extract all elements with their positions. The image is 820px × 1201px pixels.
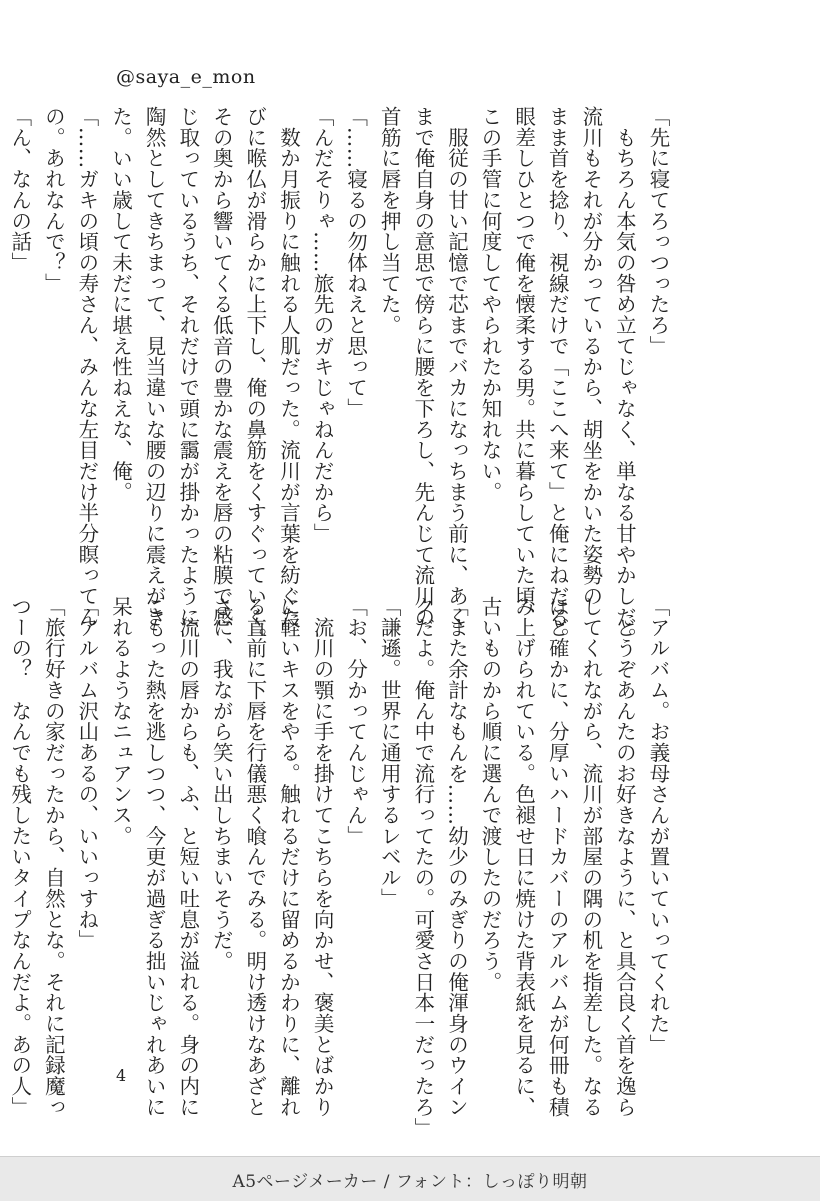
upper-text-line: 眼差しひとつで俺を懐柔する男。共に暮らしていた頃、 xyxy=(511,106,536,628)
upper-text-line: びに喉仏が滑らかに上下し、俺の鼻筋をくすぐっていく。 xyxy=(242,106,267,649)
upper-text-line: もちろん本気の咎め立てじゃなく、単なる甘やかしだ。 xyxy=(612,106,637,649)
page-number: 4 xyxy=(116,1066,127,1085)
upper-text-line: その奥から響いてくる低音の豊かな震えを唇の粘膜で感 xyxy=(209,106,234,628)
lower-text-line: クだよ。俺ん中で流行ってたの。可愛さ日本一だったろ」 xyxy=(410,596,435,1139)
upper-text-line: まで俺自身の意思で傍らに腰を下ろし、先んじて流川の xyxy=(410,106,435,628)
maker-credit: A5ページメーカー / フォント：しっぽり明朝 xyxy=(232,1171,588,1192)
lower-text-line: 呆れるようなニュアンス。 xyxy=(108,596,133,847)
upper-text-line: 「ん、なんの話」 xyxy=(7,106,32,273)
upper-text-line: 「……寝るの勿体ねえと思って」 xyxy=(343,106,368,419)
lower-text-line: こもった熱を逃しつつ、今更が過ぎる拙いじゃれあいに xyxy=(142,596,167,1118)
lower-text-line: 「お、分かってんじゃん」 xyxy=(343,596,368,847)
upper-text-line: た。いい歳して未だに堪え性ねえな、俺。 xyxy=(108,106,133,503)
upper-text-line: 流川もそれが分かっているから、胡坐をかいた姿勢の xyxy=(578,106,603,607)
lower-text-line: る直前に下唇を行儀悪く喰んでみる。明け透けなあざと xyxy=(242,596,267,1118)
upper-text-line: 「……ガキの頃の寿さん、みんな左目だけ半分瞑ってん xyxy=(74,106,99,628)
lower-text-line: どうぞあんたのお好きなように、と具合良く首を逸ら xyxy=(612,596,637,1118)
lower-text-line: 「謙遜。世界に通用するレベル」 xyxy=(377,596,402,909)
upper-text-line: の。あれなんで？」 xyxy=(41,106,66,294)
lower-text-line: 流川の顎に手を掛けてこちらを向かせ、褒美とばかり xyxy=(310,596,335,1118)
lower-text-line: 流川の唇からも、ふ、と短い吐息が溢れる。身の内に xyxy=(175,596,200,1118)
lower-text-line: に軽いキスをやる。触れるだけに留めるかわりに、離れ xyxy=(276,596,301,1118)
upper-text-line: 「先に寝てろっつったろ」 xyxy=(646,106,670,357)
upper-text-line: 「んだそりゃ……旅先のガキじゃねんだから」 xyxy=(310,106,335,544)
lower-text-line: 「アルバム。お義母さんが置いていってくれた」 xyxy=(646,596,670,1055)
upper-text-line: この手管に何度してやられたか知れない。 xyxy=(478,106,503,503)
lower-text-line: 「また余計なもんを……幼少のみぎりの俺渾身のウイン xyxy=(444,596,469,1118)
lower-text-line: してくれながら、流川が部屋の隅の机を指差した。なる xyxy=(578,596,603,1118)
upper-text-line: 首筋に唇を押し当てた。 xyxy=(377,106,402,336)
lower-text-line: さに、我ながら笑い出しちまいそうだ。 xyxy=(209,596,234,972)
lower-text-line: つーの？ なんでも残したいタイプなんだよ。あの人」 xyxy=(7,596,32,1118)
upper-text-line: まま首を捻り、視線だけで「ここへ来て」と俺にねだる。 xyxy=(545,106,570,649)
lower-text-line: 「旅行好きの家だったから、自然とな。それに記録魔っ xyxy=(41,596,66,1118)
upper-text-line: じ取っているうち、それだけで頭に靄が掛かったように xyxy=(175,106,200,628)
upper-text-line: 服従の甘い記憶で芯までバカになっちまう前に、あく xyxy=(444,106,469,628)
lower-text-line: み上げられている。色褪せ日に焼けた背表紙を見るに、 xyxy=(511,596,536,1118)
upper-text-block xyxy=(7,106,674,649)
author-handle: @saya_e_mon xyxy=(116,66,256,88)
upper-text-line: 数か月振りに触れる人肌だった。流川が言葉を紡ぐた xyxy=(276,106,301,628)
lower-text-block xyxy=(7,596,674,1139)
lower-text-line: 「アルバム沢山あるの、いいっすね」 xyxy=(74,596,99,951)
footer-bar xyxy=(0,1156,820,1201)
lower-text-line: 古いものから順に選んで渡したのだろう。 xyxy=(478,596,503,993)
lower-text-line: ほど確かに、分厚いハードカバーのアルバムが何冊も積 xyxy=(545,596,570,1118)
upper-text-line: 陶然としてきちまって、見当違いな腰の辺りに震えがき xyxy=(142,106,167,628)
